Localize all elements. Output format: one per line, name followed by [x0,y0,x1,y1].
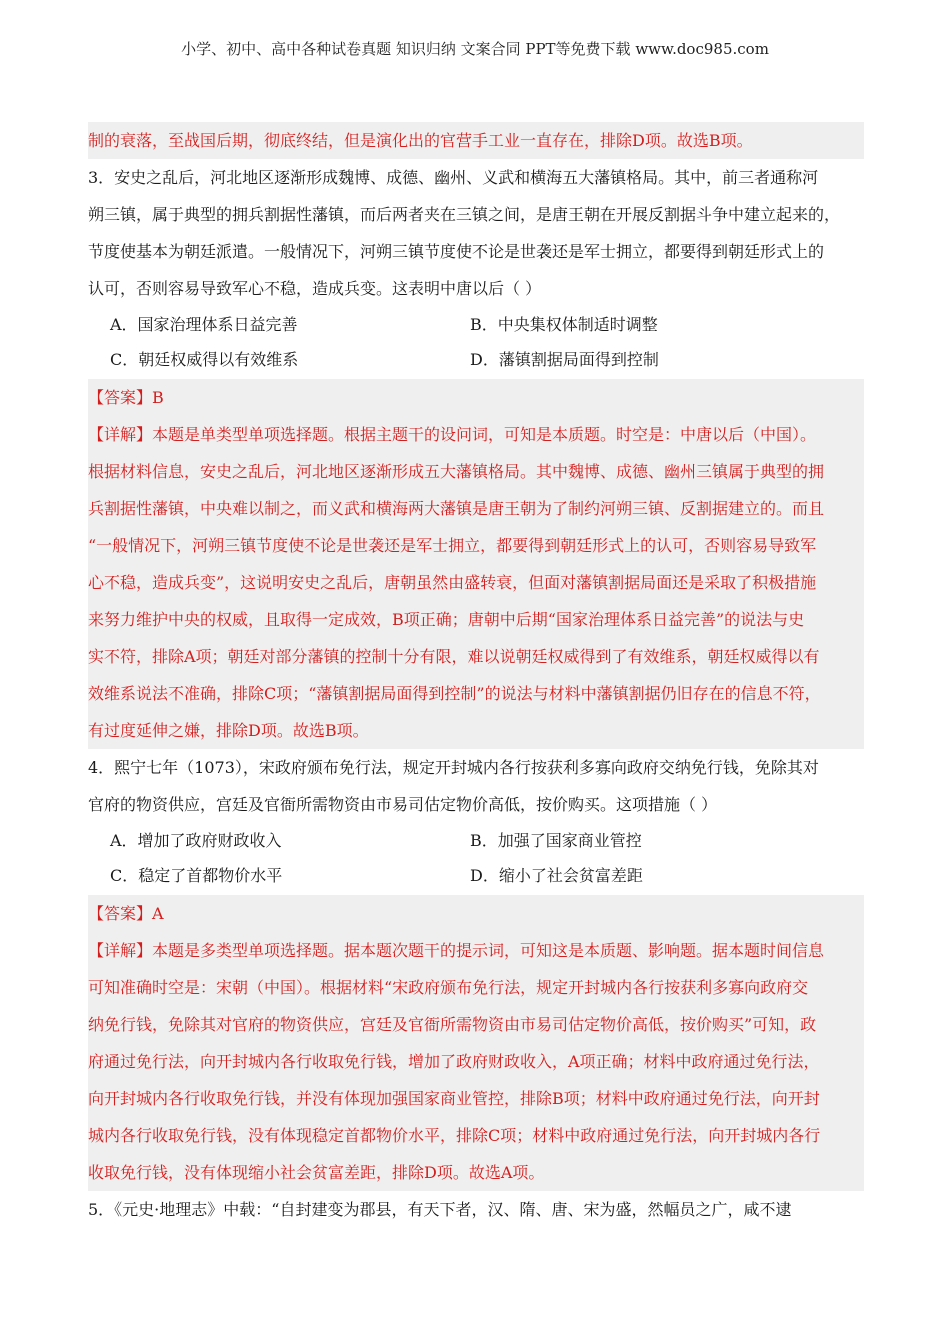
option-b: B．中央集权体制适时调整 [470,315,658,334]
document-body [88,122,864,1228]
option-b: B．加强了国家商业管控 [470,831,642,850]
answer-label: 【答案】A [88,895,864,932]
explanation-line: “一般情况下，河朔三镇节度使不论是世袭还是军士拥立，都要得到朝廷形式上的认可，否则容易导致军 [88,527,864,564]
explanation-tail: 制的衰落，至战国后期，彻底终结，但是演化出的官营手工业一直存在，排除D项。故选B项。 [88,122,864,159]
explanation-line: 纳免行钱，免除其对官府的物资供应，宫廷及官衙所需物资由市易司估定物价高低，按价购买”可知，政 [88,1006,864,1043]
page-header: 小学、初中、高中各种试卷真题 知识归纳 文案合同 PPT等免费下载 www.doc985.com [181,40,769,58]
explanation-line: 【详解】本题是多类型单项选择题。据本题次题干的提示词，可知这是本质题、影响题。据本题时间信息 [88,932,864,969]
answer-label: 【答案】B [88,379,864,416]
explanation-line: 兵割据性藩镇，中央难以制之，而义武和横海两大藩镇是唐王朝为了制约河朔三镇、反割据建立的。而且 [88,490,864,527]
option-a: A．增加了政府财政收入 [110,831,282,850]
option-row [88,858,864,893]
option-d: D．藩镇割据局面得到控制 [470,350,659,369]
option-d: D．缩小了社会贫富差距 [470,866,643,885]
explanation-line: 收取免行钱，没有体现缩小社会贫富差距，排除D项。故选A项。 [88,1154,864,1191]
option-c: C．稳定了首都物价水平 [110,866,283,885]
explanation-line: 效维系说法不准确，排除C项；“藩镇割据局面得到控制”的说法与材料中藩镇割据仍旧存在的信息不符， [88,675,864,712]
explanation-line: 【详解】本题是单类型单项选择题。根据主题干的设问词，可知是本质题。时空是：中唐以后（中国）。 [88,416,864,453]
question-4 [88,749,864,1191]
option-c: C．朝廷权威得以有效维系 [110,350,299,369]
question-stem-line: 节度使基本为朝廷派遣。一般情况下，河朔三镇节度使不论是世袭还是军士拥立，都要得到朝廷形式上的 [88,242,825,261]
question-stem-line: 认可，否则容易导致军心不稳，造成兵变。这表明中唐以后（ ） [88,279,542,298]
explanation-line: 有过度延伸之嫌，排除D项。故选B项。 [88,712,864,749]
question-3 [88,159,864,749]
explanation-line: 府通过免行法，向开封城内各行收取免行钱，增加了政府财政收入，A项正确；材料中政府通过免行法， [88,1043,864,1080]
question-5 [88,1191,864,1228]
option-row [88,307,864,342]
explanation-line: 城内各行收取免行钱，没有体现稳定首都物价水平，排除C项；材料中政府通过免行法，向开封城内各行 [88,1117,864,1154]
option-row [88,342,864,377]
question-stem-line: 3．安史之乱后，河北地区逐渐形成魏博、成德、幽州、义武和横海五大藩镇格局。其中，前三者通称河 [88,168,819,187]
explanation-line: 可知准确时空是：宋朝（中国）。根据材料“宋政府颁布免行法，规定开封城内各行按获利多寡向政府交 [88,969,864,1006]
option-row [88,823,864,858]
explanation-line: 心不稳，造成兵变”，这说明安史之乱后，唐朝虽然由盛转衰，但面对藩镇割据局面还是采取了积极措施 [88,564,864,601]
explanation-line: 来努力维护中央的权威，且取得一定成效，B项正确；唐朝中后期“国家治理体系日益完善”的说法与史 [88,601,864,638]
answer-block [88,895,864,1191]
question-stem-line: 4．熙宁七年（1073），宋政府颁布免行法，规定开封城内各行按获利多寡向政府交纳免行钱，免除其对 [88,758,819,777]
question-stem-line: 5．《元史·地理志》中载：“自封建变为郡县，有天下者，汉、隋、唐、宋为盛，然幅员之广，咸不逮 [88,1200,792,1219]
question-stem-line: 官府的物资供应，宫廷及官衙所需物资由市易司估定物价高低，按价购买。这项措施（ ） [88,795,718,814]
explanation-line: 根据材料信息，安史之乱后，河北地区逐渐形成五大藩镇格局。其中魏博、成德、幽州三镇属于典型的拥 [88,453,864,490]
answer-block [88,379,864,749]
option-a: A．国家治理体系日益完善 [110,315,298,334]
explanation-line: 向开封城内各行收取免行钱，并没有体现加强国家商业管控，排除B项；材料中政府通过免行法，向开封 [88,1080,864,1117]
explanation-line: 实不符，排除A项；朝廷对部分藩镇的控制十分有限，难以说朝廷权威得到了有效维系，朝廷权威得以有 [88,638,864,675]
question-stem-line: 朔三镇，属于典型的拥兵割据性藩镇，而后两者夹在三镇之间，是唐王朝在开展反割据斗争中建立起来的， [88,205,841,224]
